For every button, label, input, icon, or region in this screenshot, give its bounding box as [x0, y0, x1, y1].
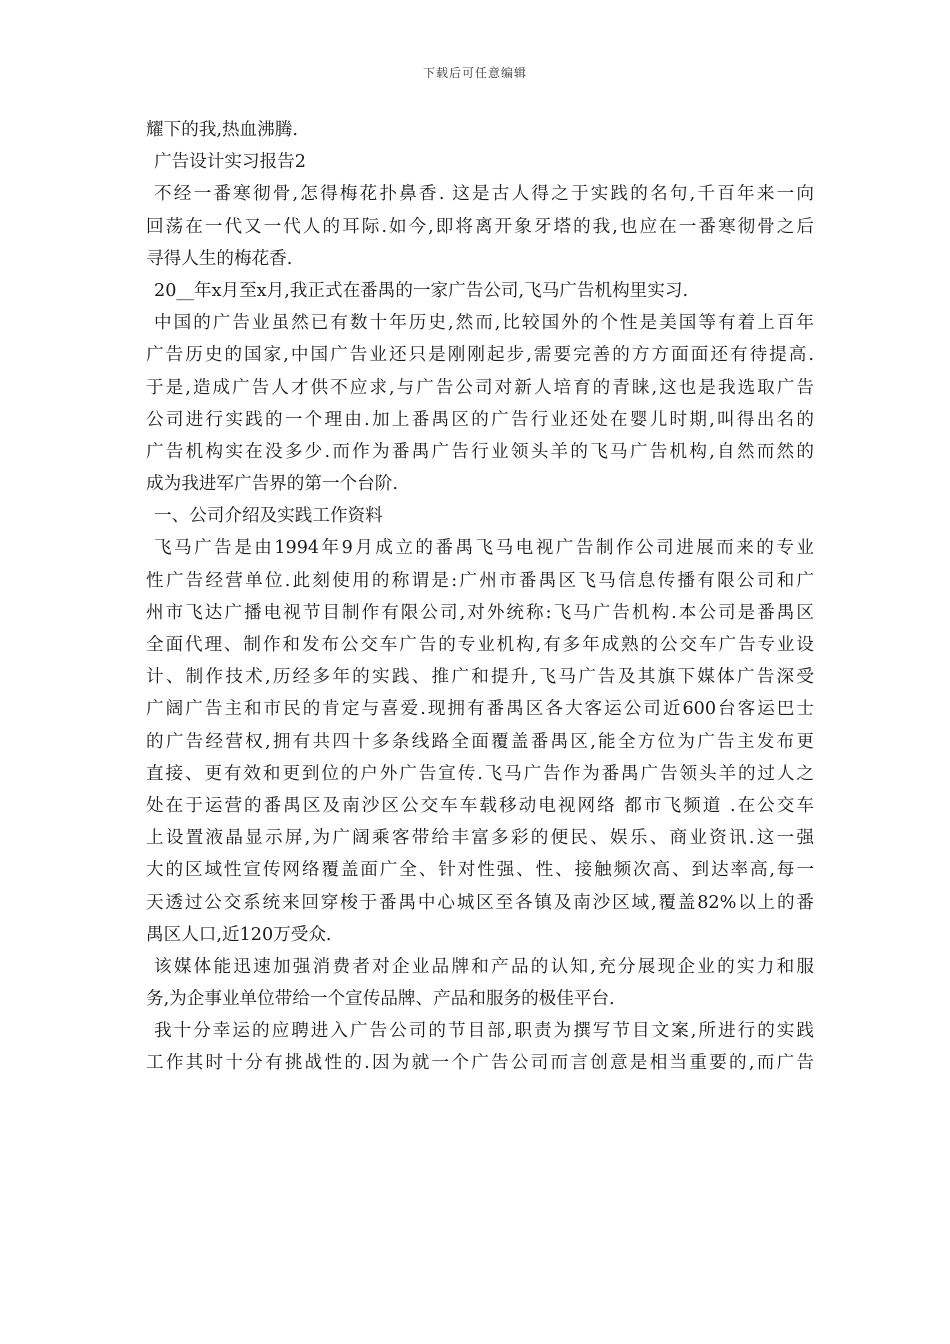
text-line: 性广告经营单位.此刻使用的称谓是:广州市番禺区飞马信息传播有限公司和广 [146, 570, 814, 591]
text-line: 直接、更有效和更到位的户外广告宣传.飞马广告作为番禺广告领头羊的过人之 [146, 763, 814, 784]
text-line: 处在于运营的番禺区及南沙区公交车车载移动电视网络 都市飞频道 .在公交车 [146, 795, 814, 816]
text-line: 大的区域性宣传网络覆盖面广全、针对性强、性、接触频次高、到达率高,每一 [146, 860, 814, 881]
text-line: 一、公司介绍及实践工作资料 [154, 506, 383, 527]
text-line: 寻得人生的梅花香. [146, 248, 293, 269]
text-line: 于是,造成广告人才供不应求,与广告公司对新人培育的青睐,这也是我选取广告 [146, 377, 814, 398]
page-header: 下载后可任意编辑 [422, 66, 527, 80]
text-line: 飞马广告是由1994年9月成立的番禺飞马电视广告制作公司进展而来的专业 [154, 538, 814, 559]
text-line: 全面代理、制作和发布公交车广告的专业机构,有多年成熟的公交车广告专业设 [146, 635, 814, 655]
text-line: 工作其时十分有挑战性的.因为就一个广告公司而言创意是相当重要的,而广告 [146, 1053, 814, 1074]
text-line: 禺区人口,近120万受众. [146, 924, 332, 945]
text-line: 20__年x月至x月,我正式在番禺的一家广告公司,飞马广告机构里实习. [154, 280, 689, 301]
text-line: 公司进行实践的一个理由.加上番禺区的广告行业还处在婴儿时期,叫得出名的 [146, 409, 814, 430]
text-line: 不经一番寒彻骨,怎得梅花扑鼻香. 这是古人得之于实践的名句,千百年来一向 [154, 184, 814, 205]
text-line: 耀下的我,热血沸腾. [146, 120, 298, 140]
text-line: 广告设计实习报告2 [154, 152, 306, 173]
text-line: 回荡在一代又一代人的耳际.如今,即将离开象牙塔的我,也应在一番寒彻骨之后 [146, 216, 814, 237]
text-line: 计、制作技术,历经多年的实践、推广和提升,飞马广告及其旗下媒体广告深受 [146, 667, 814, 688]
text-line: 务,为企事业单位带给一个宣传品牌、产品和服务的极佳平台. [146, 989, 615, 1010]
text-line: 天透过公交系统来回穿梭于番禺中心城区至各镇及南沙区域,覆盖82%以上的番 [146, 892, 814, 913]
text-line: 广告历史的国家,中国广告业还只是刚刚起步,需要完善的方方面面还有待提高. [146, 345, 814, 366]
text-line: 广阔广告主和市民的肯定与喜爱.现拥有番禺区各大客运公司近600台客运巴士 [146, 699, 814, 720]
text-line: 广告机构实在没多少.而作为番禺广告行业领头羊的飞马广告机构,自然而然的 [146, 441, 814, 462]
text-line: 中国的广告业虽然已有数十年历史,然而,比较国外的个性是美国等有着上百年 [154, 313, 814, 334]
text-line: 该媒体能迅速加强消费者对企业品牌和产品的认知,充分展现企业的实力和服 [154, 956, 814, 977]
text-line: 上设置液晶显示屏,为广阔乘客带给丰富多彩的便民、娱乐、商业资讯.这一强 [146, 828, 814, 849]
text-line: 州市飞达广播电视节目制作有限公司,对外统称:飞马广告机构.本公司是番禺区 [146, 602, 814, 623]
text-line: 成为我进军广告界的第一个台阶. [146, 474, 398, 495]
document-body [146, 114, 814, 1080]
text-line: 我十分幸运的应聘进入广告公司的节目部,职责为撰写节目文案,所进行的实践 [154, 1021, 814, 1042]
text-line: 的广告经营权,拥有共四十多条线路全面覆盖番禺区,能全方位为广告主发布更 [146, 731, 814, 752]
